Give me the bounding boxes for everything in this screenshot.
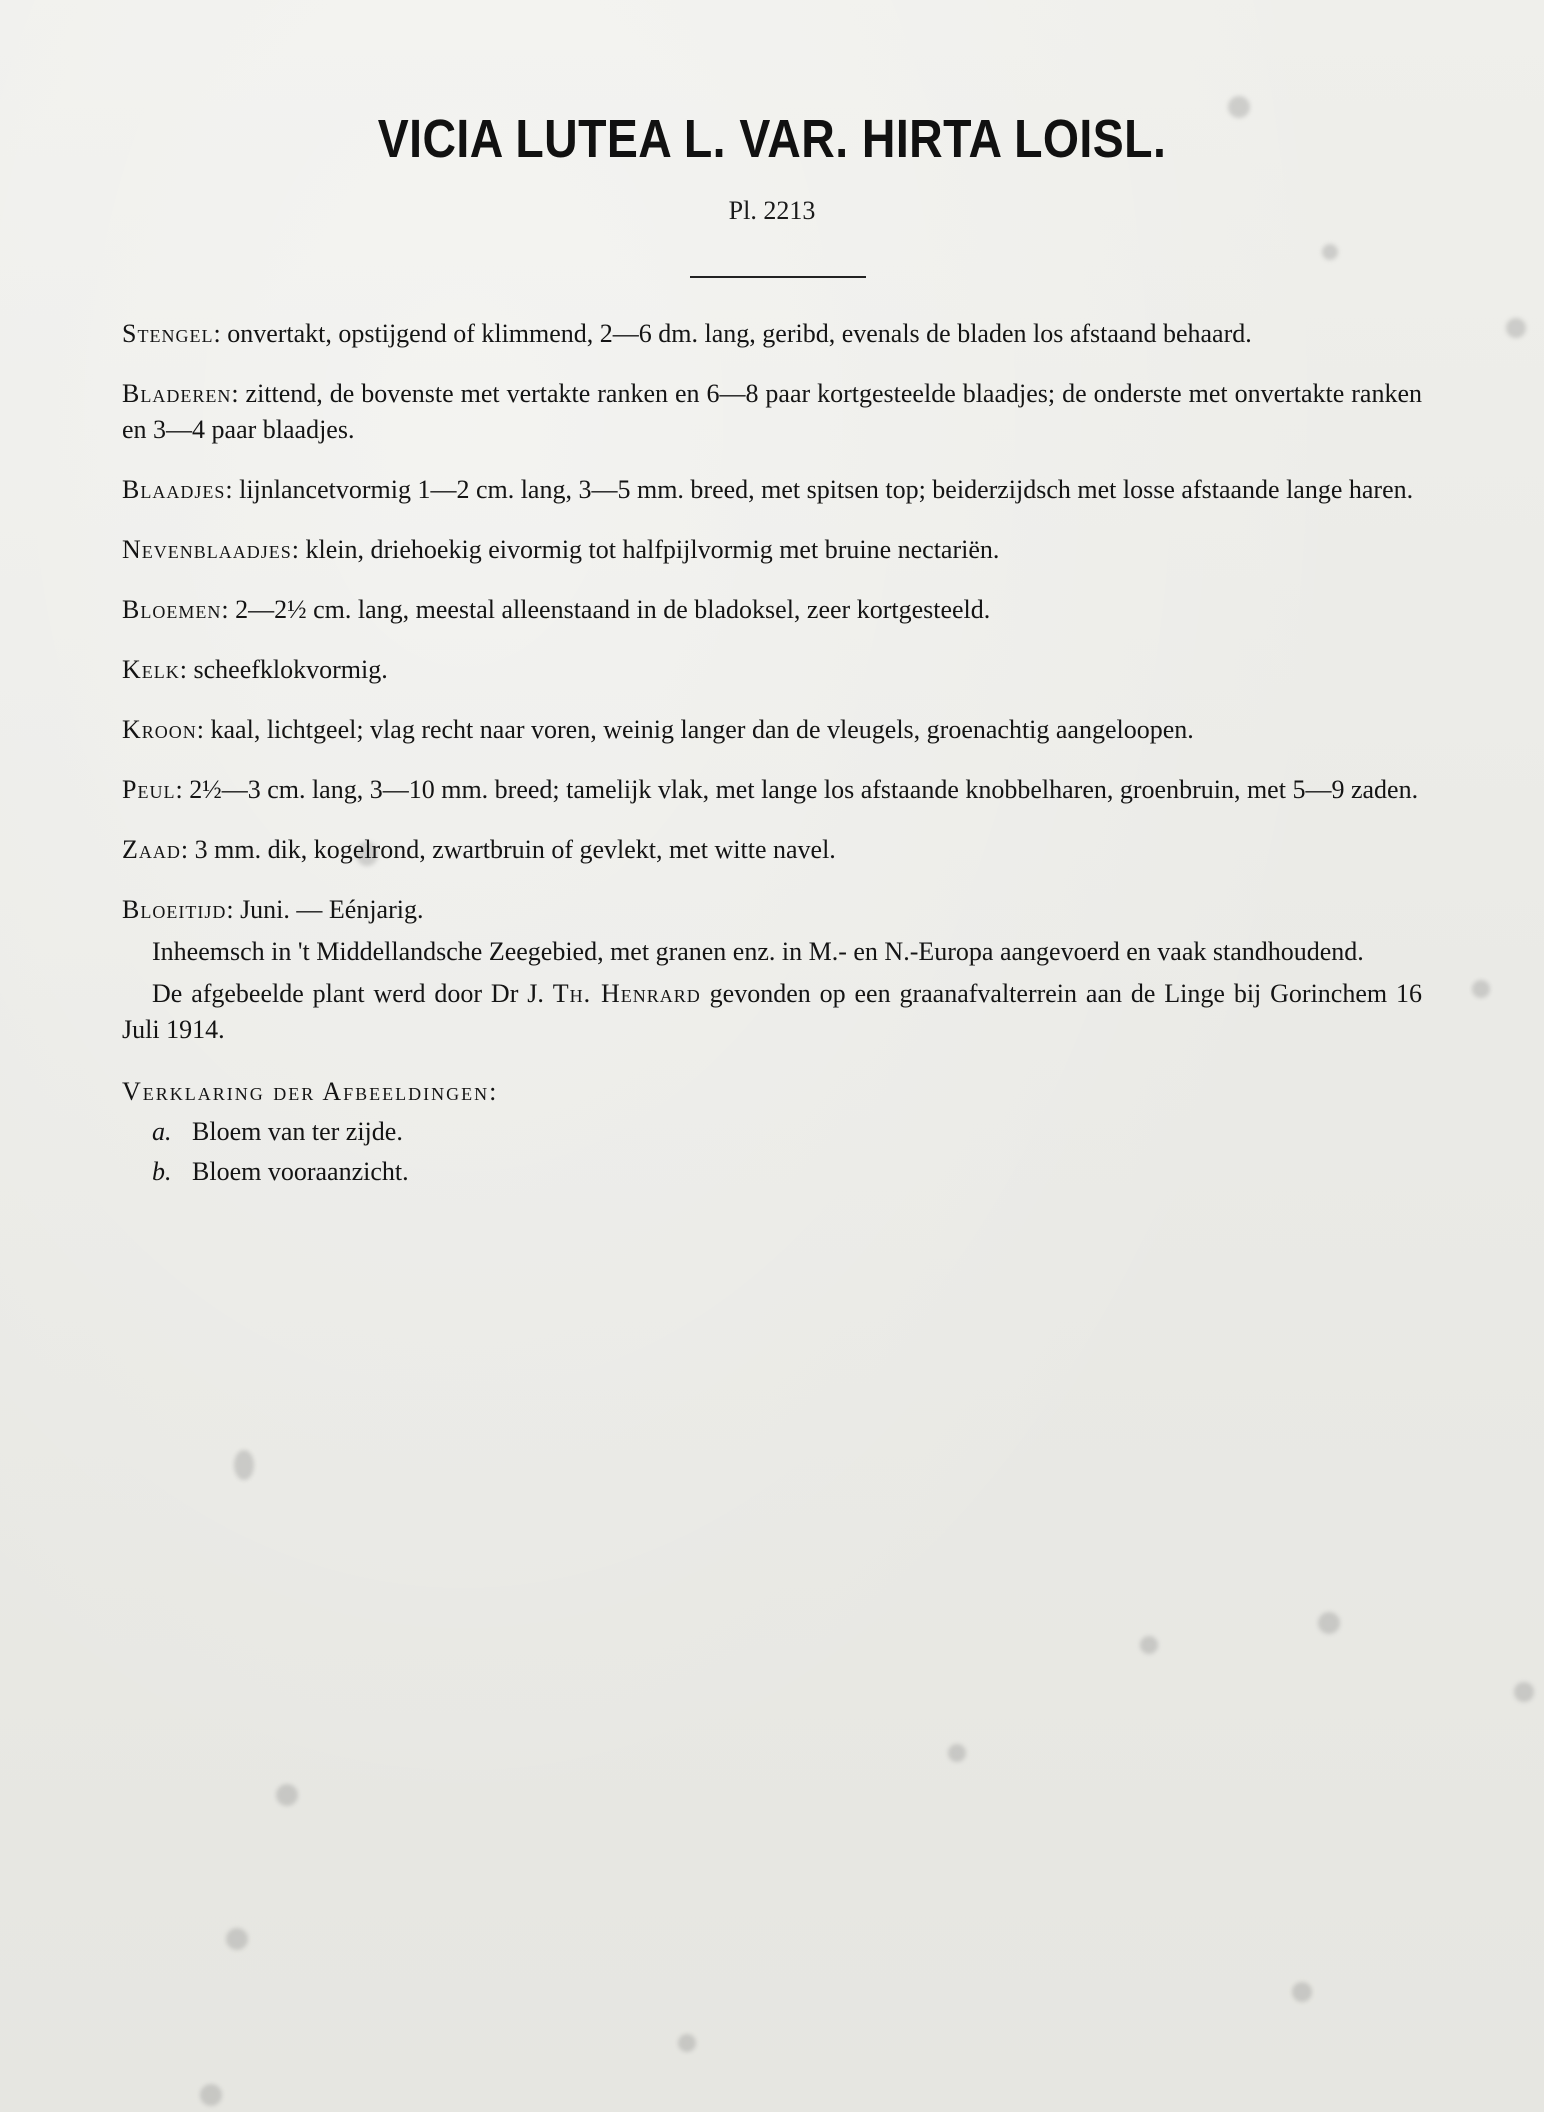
legend-text: Bloem vooraanzicht. [192,1157,409,1186]
paper-speck [226,1928,248,1950]
paper-speck [200,2084,222,2106]
plate-number: Pl. 2213 [728,196,816,225]
distribution-text: Inheemsch in 't Middellandsche Zeegebied, met granen enz. in M.- en N.-Europa aangevoerd en vaak standhoudend. [152,937,1364,966]
description-stengel [122,316,1422,352]
description-kroon [122,712,1422,748]
term-separator: : [226,895,241,924]
finding-text [122,976,1422,1048]
paper-speck [234,1450,254,1480]
description-bloemen [122,592,1422,628]
term-label: Kroon [122,715,197,744]
paper-speck [1140,1636,1158,1654]
finding-text-end: gevonden op een graanafvalterrein aan de Linge bij Gorinchem 16 Juli 1914. [122,979,1422,1044]
paper-speck [1292,1982,1312,2002]
term-text: scheefklokvormig. [193,655,388,684]
finding-text-start: De afgebeelde plant werd door Dr J. [152,979,553,1008]
term-text: onvertakt, opstijgend of klimmend, 2—6 dm. lang, geribd, evenals de bladen los afstaand behaard. [227,319,1252,348]
paper-speck [678,2034,696,2052]
description-body [122,316,1422,1190]
term-text: kaal, lichtgeel; vlag recht naar voren, weinig langer dan de vleugels, groenachtig aangeloopen. [210,715,1194,744]
term-separator: : [196,715,211,744]
paper-speck [948,1744,966,1762]
description-bloeitijd [122,892,1422,928]
term-separator: : [213,319,228,348]
term-separator: : [179,655,194,684]
term-text: 3 mm. dik, kogelrond, zwartbruin of gevlekt, met witte navel. [194,835,836,864]
paper-speck [1322,244,1338,260]
divider [690,276,866,278]
paper-speck [1472,980,1490,998]
paper-speck [1318,1612,1340,1634]
term-label: Stengel [122,319,214,348]
paper-speck [276,1784,298,1806]
term-separator: : [180,835,195,864]
term-separator: : [175,775,190,804]
paper-speck [1506,318,1526,338]
paper-speck [1514,1682,1534,1702]
term-separator: : [291,535,306,564]
description-kelk [122,652,1422,688]
term-separator: : [225,475,240,504]
term-label: Kelk [122,655,180,684]
legend-item [152,1114,1422,1150]
term-separator: : [221,595,236,624]
term-separator: : [231,379,246,408]
term-label: Peul [122,775,176,804]
collector-name: Th. Henrard [552,979,701,1008]
term-label: Bloemen [122,595,222,624]
description-nevenblaadjes [122,532,1422,568]
term-text: zittend, de bovenste met vertakte ranken en 6—8 paar kortgesteelde blaadjes; de onderste met onvertakte ranken en 3—4 paar blaadjes. [122,379,1422,444]
legend-key: a. [152,1117,172,1146]
term-text: 2—2½ cm. lang, meestal alleenstaand in de bladoksel, zeer kortgesteeld. [235,595,991,624]
term-label: Bladeren [122,379,232,408]
description-bladeren [122,376,1422,448]
term-text: klein, driehoekig eivormig tot halfpijlvormig met bruine nectariën. [305,535,1000,564]
term-label: Zaad [122,835,181,864]
legend-heading: Verklaring der Afbeeldingen: [122,1077,499,1106]
term-text: Juni. — Eénjarig. [240,895,424,924]
description-peul [122,772,1422,808]
term-label: Bloeitijd [122,895,227,924]
description-zaad [122,832,1422,868]
page-title: VICIA LUTEA L. VAR. HIRTA LOISL. [377,109,1167,169]
legend-item [152,1154,1422,1190]
term-label: Blaadjes [122,475,226,504]
term-label: Nevenblaadjes [122,535,292,564]
legend-text: Bloem van ter zijde. [192,1117,403,1146]
term-text: lijnlancetvormig 1—2 cm. lang, 3—5 mm. breed, met spitsen top; beiderzijdsch met losse afstaande lange haren. [239,475,1414,504]
legend-key: b. [152,1157,172,1186]
description-blaadjes [122,472,1422,508]
term-text: 2½—3 cm. lang, 3—10 mm. breed; tamelijk vlak, met lange los afstaande knobbelharen, groenbruin, met 5—9 zaden. [189,775,1419,804]
